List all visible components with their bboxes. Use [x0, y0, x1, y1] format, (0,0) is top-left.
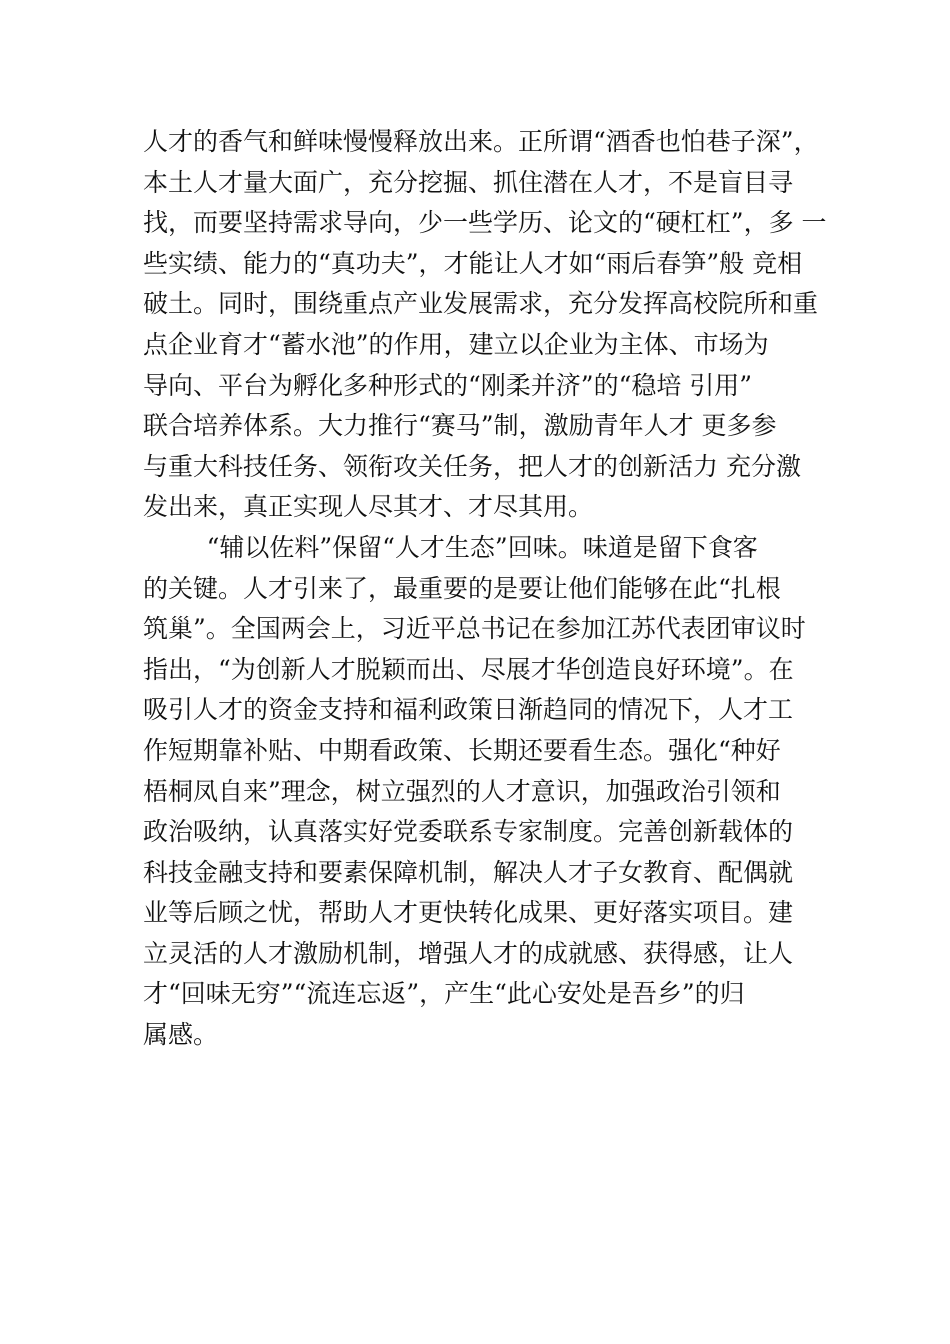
text-line: 找，而要坚持需求导向，少一些学历、论文的“硬杠杠”，多 一 [143, 208, 827, 238]
text-line: 筑巢”。全国两会上，习近平总书记在参加江苏代表团审议时 [143, 614, 806, 644]
text-line: 发出来，真正实现人尽其才、才尽其用。 [143, 492, 594, 522]
text-line: 才“回味无穷”“流连忘返”，产生“此心安处是吾乡”的归 [143, 979, 745, 1009]
text-line: 导向、平台为孵化多种形式的“刚柔并济”的“稳培 引用” [143, 370, 753, 400]
text-line: 本土人才量大面广，充分挖掘、抓住潜在人才，不是盲目寻 [143, 167, 794, 197]
text-line: 立灵活的人才激励机制，增强人才的成就感、获得感，让人 [143, 938, 794, 968]
body-text [143, 122, 843, 1056]
text-line: 吸引人才的资金支持和福利政策日渐趋同的情况下，人才工 [143, 695, 794, 725]
text-line: 梧桐凤自来”理念，树立强烈的人才意识，加强政治引领和 [143, 776, 781, 806]
text-line: 的关键。人才引来了，最重要的是要让他们能够在此“扎根 [143, 573, 781, 603]
text-line: 指出，“为创新人才脱颖而出、尽展才华创造良好环境”。在 [143, 654, 794, 684]
text-line: 破土。同时，围绕重点产业发展需求，充分发挥高校院所和重 [143, 289, 819, 319]
text-line: 些实绩、能力的“真功夫”，才能让人才如“雨后春笋”般 竞相 [143, 248, 803, 278]
text-line: 点企业育才“蓄水池”的作用，建立以企业为主体、市场为 [143, 329, 769, 359]
text-line: 联合培养体系。大力推行“赛马”制，激励青年人才 更多参 [143, 411, 777, 441]
text-line: 作短期靠补贴、中期看政策、长期还要看生态。强化“种好 [143, 735, 781, 765]
text-line: 政治吸纳，认真落实好党委联系专家制度。完善创新载体的 [143, 817, 794, 847]
text-line: 属感。 [143, 1020, 219, 1050]
text-line: 人才的香气和鲜味慢慢释放出来。正所谓“酒香也怕巷子深”， [143, 127, 819, 156]
paragraph-start-line: “辅以佐料”保留“人才生态”回味。味道是留下食客 [143, 532, 758, 562]
text-line: 与重大科技任务、领衔攻关任务，把人才的创新活力 充分激 [143, 451, 801, 481]
text-line: 科技金融支持和要素保障机制，解决人才子女教育、配偶就 [143, 857, 794, 887]
text-line: 业等后顾之忧，帮助人才更快转化成果、更好落实项目。建 [143, 898, 794, 928]
